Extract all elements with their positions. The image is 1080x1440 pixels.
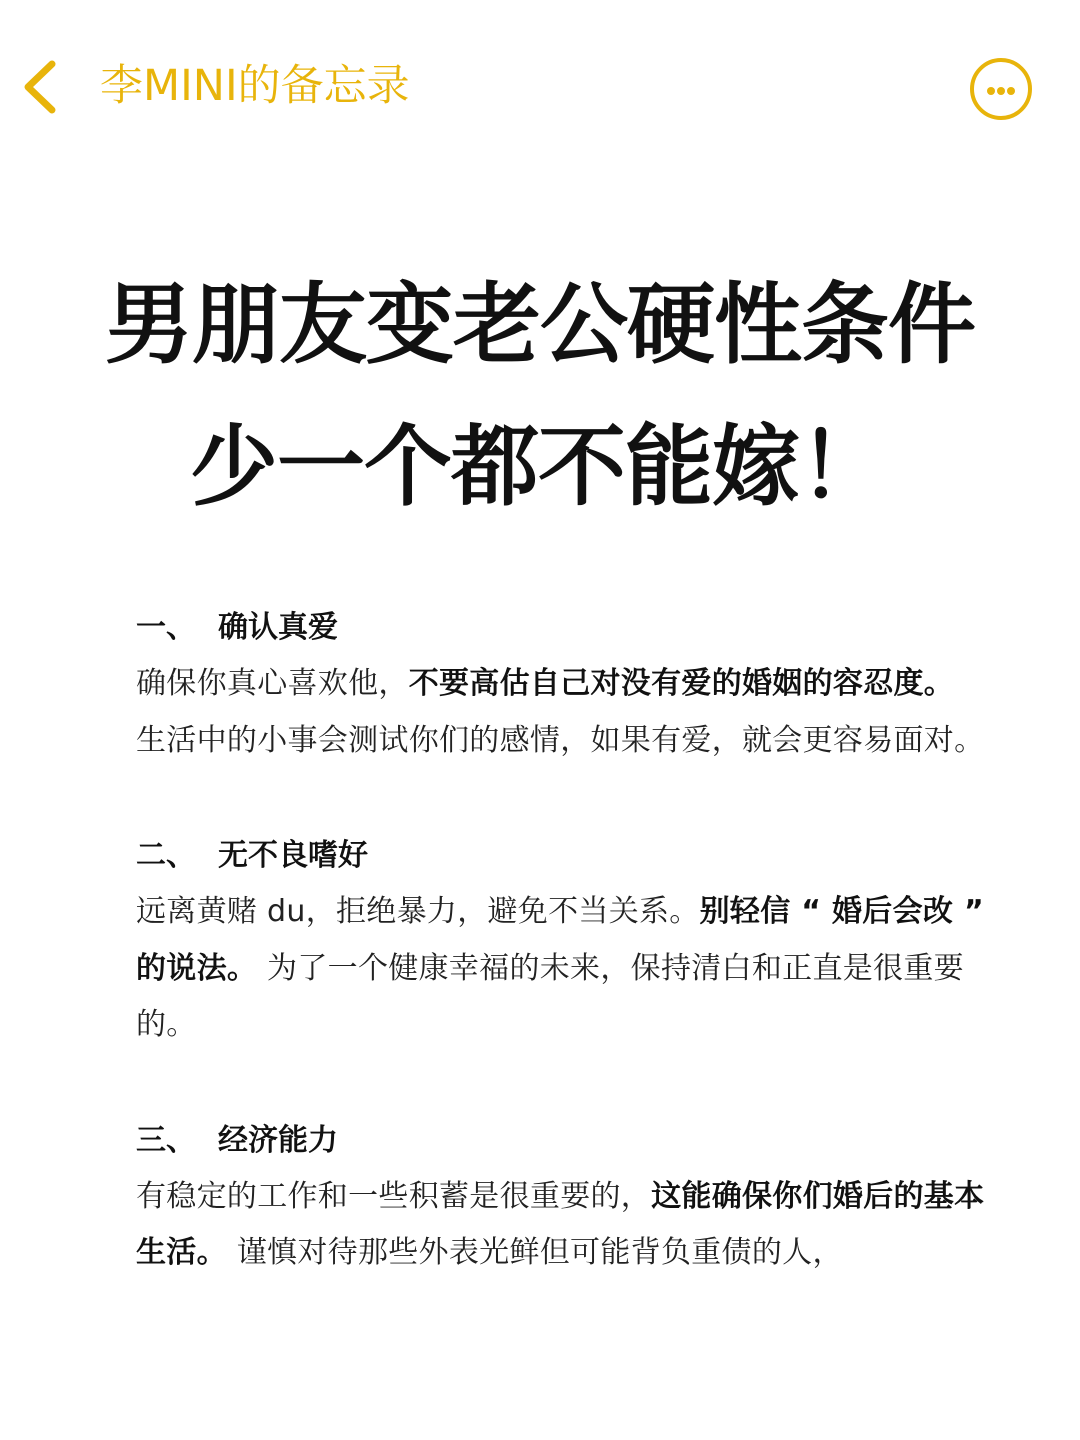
note-content bbox=[136, 600, 986, 1341]
section-title: 无不良嗜好 bbox=[218, 838, 368, 873]
body-text: 有稳定的工作和一些积蓄是很重要的， bbox=[136, 1178, 652, 1214]
more-horizontal-icon bbox=[987, 87, 995, 95]
note-title: 李MINI的备忘录 bbox=[100, 61, 410, 111]
section-body bbox=[136, 884, 986, 1054]
section-heading bbox=[136, 1113, 986, 1169]
more-horizontal-icon bbox=[997, 87, 1005, 95]
body-text: 谨慎对待那些外表光鲜但可能背负重债的人， bbox=[226, 1235, 843, 1270]
body-text-bold: 不要高估自己对没有爱的婚姻的容忍度。 bbox=[408, 666, 955, 701]
section-3 bbox=[136, 1113, 986, 1282]
body-text-bold: 别轻信 “ 婚后会改 ” 的说法。 bbox=[136, 894, 984, 986]
section-title: 经济能力 bbox=[218, 1122, 338, 1158]
section-body bbox=[136, 656, 986, 769]
chevron-left-icon bbox=[18, 56, 66, 118]
body-text: 为了一个健康幸福的未来，保持清白和正直是很重要的。 bbox=[136, 950, 964, 1042]
more-horizontal-icon bbox=[1007, 87, 1015, 95]
headline-line-2: 少一个都不能嫁！ bbox=[190, 415, 887, 518]
section-number: 三、 bbox=[136, 1122, 196, 1158]
top-navigation-bar bbox=[0, 0, 1080, 170]
section-body bbox=[136, 1169, 986, 1282]
section-number: 一、 bbox=[136, 610, 196, 645]
body-text: 确保你真心喜欢他， bbox=[136, 666, 409, 701]
section-2 bbox=[136, 828, 986, 1054]
more-button[interactable] bbox=[970, 58, 1032, 120]
section-heading bbox=[136, 600, 986, 656]
body-text: 远离黄赌 du，拒绝暴力，避免不当关系。 bbox=[136, 894, 700, 929]
body-text: 生活中的小事会测试你们的感情，如果有爱，就会更容易面对。 bbox=[136, 722, 985, 758]
body-text-bold: 这能确保你们婚后的基本生活。 bbox=[136, 1178, 985, 1270]
section-number: 二、 bbox=[136, 838, 196, 873]
headline-line-1: 男朋友变老公硬性条件 bbox=[104, 273, 975, 376]
section-heading bbox=[136, 828, 986, 884]
section-1 bbox=[136, 600, 986, 769]
section-title: 确认真爱 bbox=[218, 610, 338, 645]
back-button[interactable] bbox=[18, 56, 66, 118]
